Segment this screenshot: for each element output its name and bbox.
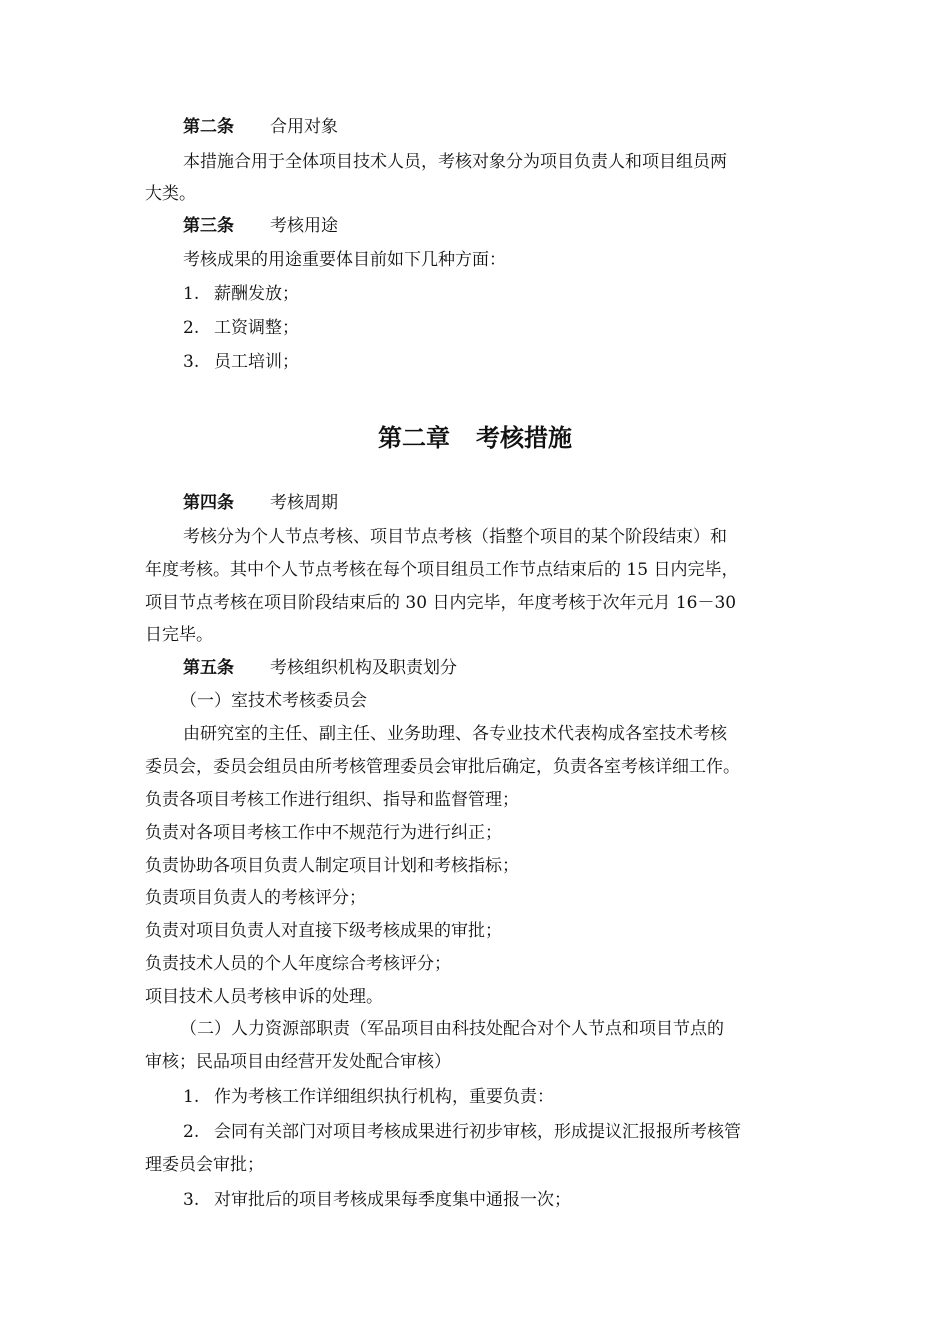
list-item xyxy=(183,1189,571,1211)
article-title: 考核用途 xyxy=(270,216,338,236)
list-item xyxy=(183,351,299,373)
list-number: 3. xyxy=(183,1190,200,1210)
article-label: 第五条 xyxy=(183,658,234,678)
duty-line: 负责协助各项目负责人制定项目计划和考核指标； xyxy=(145,856,519,876)
article-title: 考核周期 xyxy=(270,493,338,513)
list-text: 薪酬发放； xyxy=(214,284,299,304)
list-item xyxy=(183,1086,554,1108)
chapter-heading xyxy=(0,423,950,453)
paragraph-line: 年度考核。其中个人节点考核在每个项目组员工作节点结束后的 15 日内完毕， xyxy=(145,560,739,580)
list-number: 2. xyxy=(183,1122,200,1142)
duty-line: 负责对各项目考核工作中不规范行为进行纠正； xyxy=(145,823,502,843)
paragraph-line: 由研究室的主任、副主任、业务助理、各专业技术代表构成各室技术考核 xyxy=(183,724,727,744)
list-number: 2. xyxy=(183,318,200,338)
list-item xyxy=(183,317,299,339)
duty-line: 项目技术人员考核申诉的处理。 xyxy=(145,987,383,1007)
list-text: 对审批后的项目考核成果每季度集中通报一次； xyxy=(214,1190,571,1210)
list-number: 1. xyxy=(183,1087,200,1107)
section-heading: （一）室技术考核委员会 xyxy=(180,691,367,711)
chapter-label: 第二章 xyxy=(378,423,450,452)
article-label: 第四条 xyxy=(183,493,234,513)
article-label: 第三条 xyxy=(183,216,234,236)
list-text: 会同有关部门对项目考核成果进行初步审核，形成提议汇报报所考核管 xyxy=(214,1122,741,1142)
duty-line: 负责各项目考核工作进行组织、指导和监督管理； xyxy=(145,790,519,810)
article-label: 第二条 xyxy=(183,117,234,137)
paragraph-line: 委员会，委员会组员由所考核管理委员会审批后确定，负责各室考核详细工作。 xyxy=(145,757,740,777)
article-2-heading xyxy=(183,116,338,138)
duty-line: 负责对项目负责人对直接下级考核成果的审批； xyxy=(145,921,502,941)
article-5-heading xyxy=(183,657,457,679)
section-heading: （二）人力资源部职责（军品项目由科技处配合对个人节点和项目节点的 xyxy=(180,1019,724,1039)
article-title: 考核组织机构及职责划分 xyxy=(270,658,457,678)
list-item xyxy=(183,283,299,305)
article-4-heading xyxy=(183,492,338,514)
article-title: 合用对象 xyxy=(270,117,338,137)
list-text: 作为考核工作详细组织执行机构，重要负责： xyxy=(214,1087,554,1107)
duty-line: 负责项目负责人的考核评分； xyxy=(145,888,366,908)
paragraph-line: 本措施合用于全体项目技术人员，考核对象分为项目负责人和项目组员两 xyxy=(183,152,727,172)
article-3-heading xyxy=(183,215,338,237)
paragraph-line: 考核分为个人节点考核、项目节点考核（指整个项目的某个阶段结束）和 xyxy=(183,527,727,547)
list-item xyxy=(183,1121,741,1143)
paragraph-line: 项目节点考核在项目阶段结束后的 30 日内完毕，年度考核于次年元月 16－30 xyxy=(145,593,737,613)
section-heading-continued: 审核；民品项目由经营开发处配合审核） xyxy=(145,1052,451,1072)
paragraph-line: 大类。 xyxy=(145,184,196,204)
paragraph-line: 考核成果的用途重要体目前如下几种方面： xyxy=(183,250,506,270)
chapter-title: 考核措施 xyxy=(476,423,572,452)
list-number: 1. xyxy=(183,284,200,304)
list-text: 工资调整； xyxy=(214,318,299,338)
list-text: 员工培训； xyxy=(214,352,299,372)
duty-line: 负责技术人员的个人年度综合考核评分； xyxy=(145,954,451,974)
list-item-continued: 理委员会审批； xyxy=(145,1155,264,1175)
list-number: 3. xyxy=(183,352,200,372)
paragraph-line: 日完毕。 xyxy=(145,625,213,645)
